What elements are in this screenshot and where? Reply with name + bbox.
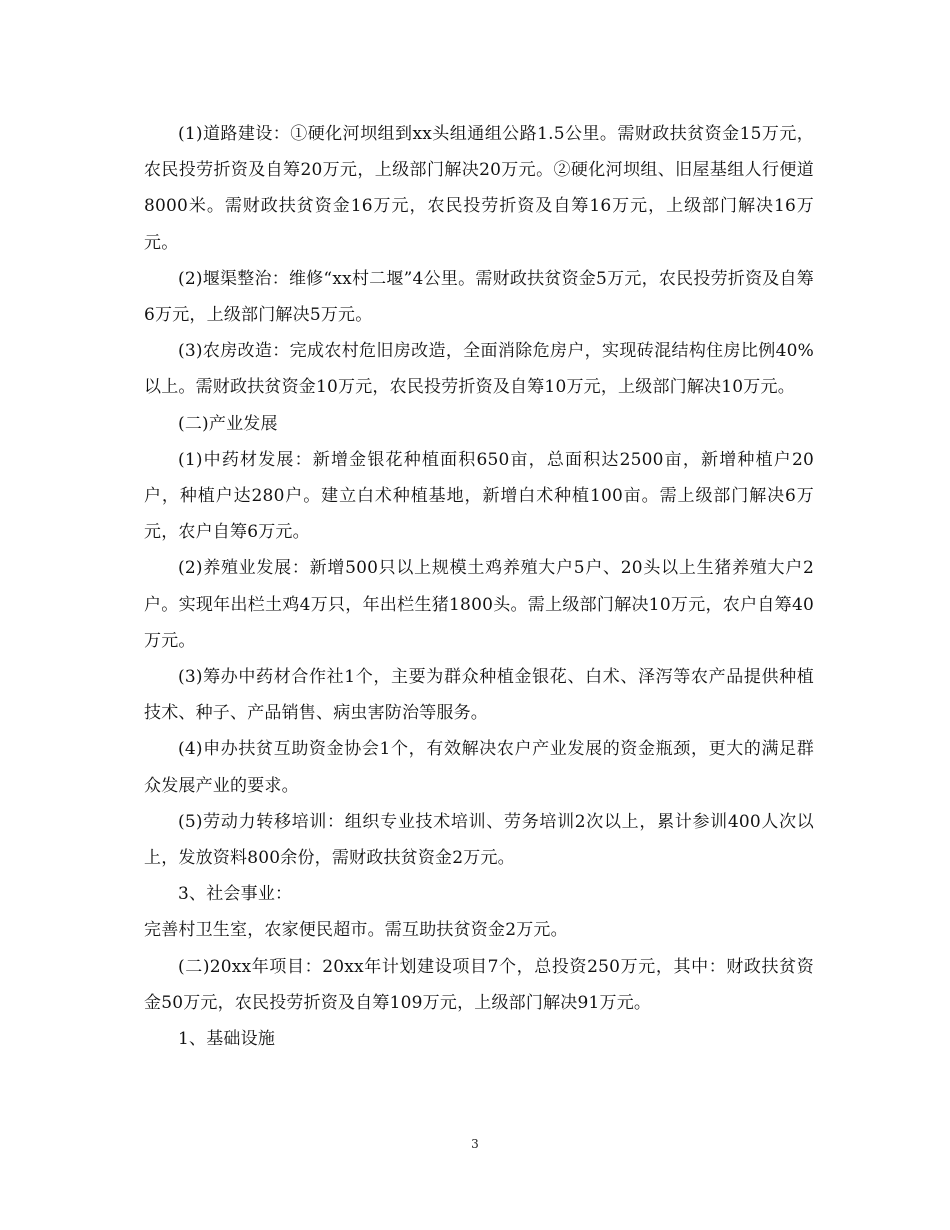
- document-body: [144, 116, 814, 1057]
- paragraph-cooperative: (3)筹办中药材合作社1个，主要为群众种植金银花、白术、泽泻等农产品提供种植技术、种子、产品销售、病虫害防治等服务。: [144, 667, 814, 724]
- paragraph-mutual-aid-fund: (4)申办扶贫互助资金协会1个，有效解决农户产业发展的资金瓶颈，更大的满足群众发展产业的要求。: [144, 739, 814, 796]
- section-heading-social-undertakings: 3、社会事业：: [178, 884, 293, 905]
- section-heading-industry-development: (二)产业发展: [178, 413, 278, 434]
- paragraph-yearly-projects: (二)20xx年项目：20xx年计划建设项目7个，总投资250万元，其中：财政扶贫资金50万元，农民投劳折资及自筹109万元，上级部门解决91万元。: [144, 956, 814, 1013]
- paragraph-canal-repair: (2)堰渠整治：维修“xx村二堰”4公里。需财政扶贫资金5万元，农民投劳折资及自筹6万元，上级部门解决5万元。: [144, 268, 814, 326]
- paragraph-herbal-medicine: (1)中药材发展：新增金银花种植面积650亩，总面积达2500亩，新增种植户20户，种植户达280户。建立白术种植基地，新增白术种植100亩。需上级部门解决6万元，农户自筹6万元。: [144, 449, 814, 543]
- paragraph-clinic-supermarket: 完善村卫生室，农家便民超市。需互助扶贫资金2万元。: [144, 920, 568, 941]
- paragraph-road-construction: (1)道路建设：①硬化河坝组到xx头组通组公路1.5公里。需财政扶贫资金15万元，农民投劳折资及自筹20万元，上级部门解决20万元。②硬化河坝组、旧屋基组人行便道8000米。需财政扶贫资金16万元，农民投劳折资及自筹16万元，上级部门解决16万元。: [144, 124, 814, 253]
- page-number: 3: [471, 1137, 479, 1151]
- section-heading-infrastructure: 1、基础设施: [178, 1029, 276, 1050]
- paragraph-housing-renovation: (3)农房改造：完成农村危旧房改造，全面消除危房户，实现砖混结构住房比例40%以上。需财政扶贫资金10万元，农民投劳折资及自筹10万元，上级部门解决10万元。: [144, 341, 814, 398]
- paragraph-livestock-breeding: (2)养殖业发展：新增500只以上规模土鸡养殖大户5户、20头以上生猪养殖大户2户。实现年出栏土鸡4万只，年出栏生猪1800头。需上级部门解决10万元，农户自筹40万元。: [144, 558, 814, 651]
- paragraph-labor-training: (5)劳动力转移培训：组织专业技术培训、劳务培训2次以上，累计参训400人次以上，发放资料800余份，需财政扶贫资金2万元。: [144, 811, 814, 869]
